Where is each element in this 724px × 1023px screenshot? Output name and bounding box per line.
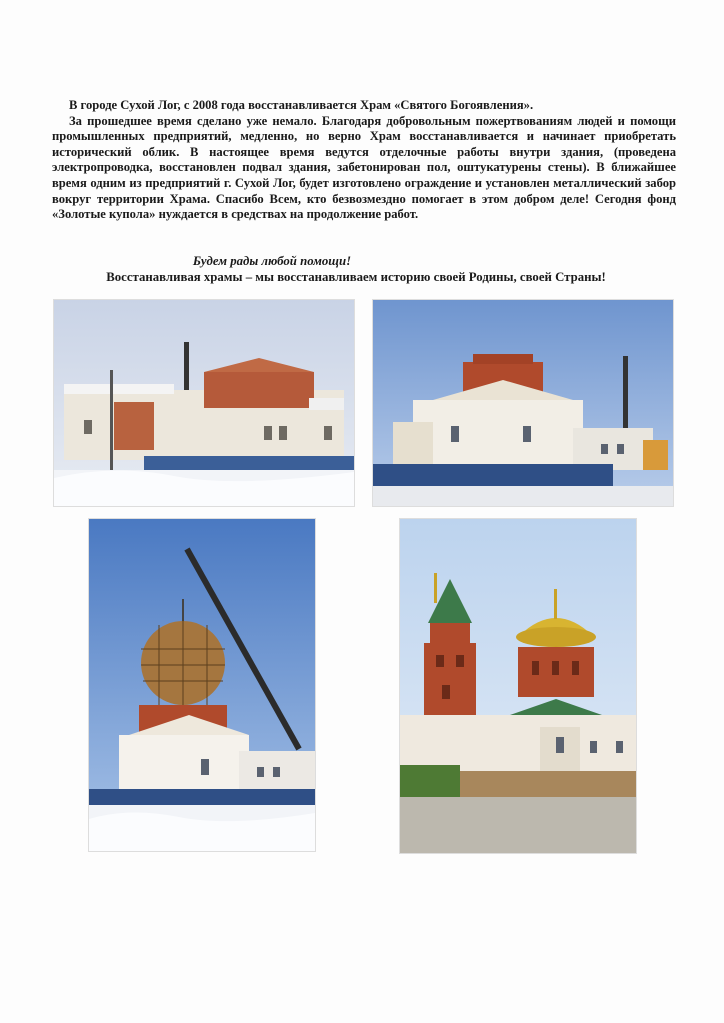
- slogan-text: Восстанавливая храмы – мы восстанавливаем историю своей Родины, своей Страны!: [106, 270, 606, 284]
- body-paragraph: За прошедшее время сделано уже немало. Благодаря добровольным пожертвованиям людей и помощи промышленных предприятий, медленно, но верно Храм восстанавливается и начинает приобретать исторический облик. В настоящее время ведутся отделочные работы внутри здания, (проведена электропроводка, восстановлен подвал здания, забетонирован пол, оштукатурены стены). В ближайшее время одним из предприятий г. Сухой Лог, будет изготовлено ограждение и установлен металлический забор вокруг территории Храма. Спасибо Всем, кто безвозмездно помогает в этом добром деле! Сегодня фонд «Золотые купола» нуждается в средствах на продолжение работ.: [52, 113, 676, 222]
- photo-church-golden-dome: [400, 519, 636, 853]
- photo-church-brick-base: [373, 300, 673, 506]
- photo-church-winter-repair: [54, 300, 354, 506]
- photo-church-dome-crane: [89, 519, 315, 851]
- page-heading: В городе Сухой Лог, с 2008 года восстанавливается Храм «Святого Богоявления».: [69, 98, 534, 112]
- text-block: [52, 98, 676, 223]
- appeal-text: Будем рады любой помощи!: [192, 254, 352, 268]
